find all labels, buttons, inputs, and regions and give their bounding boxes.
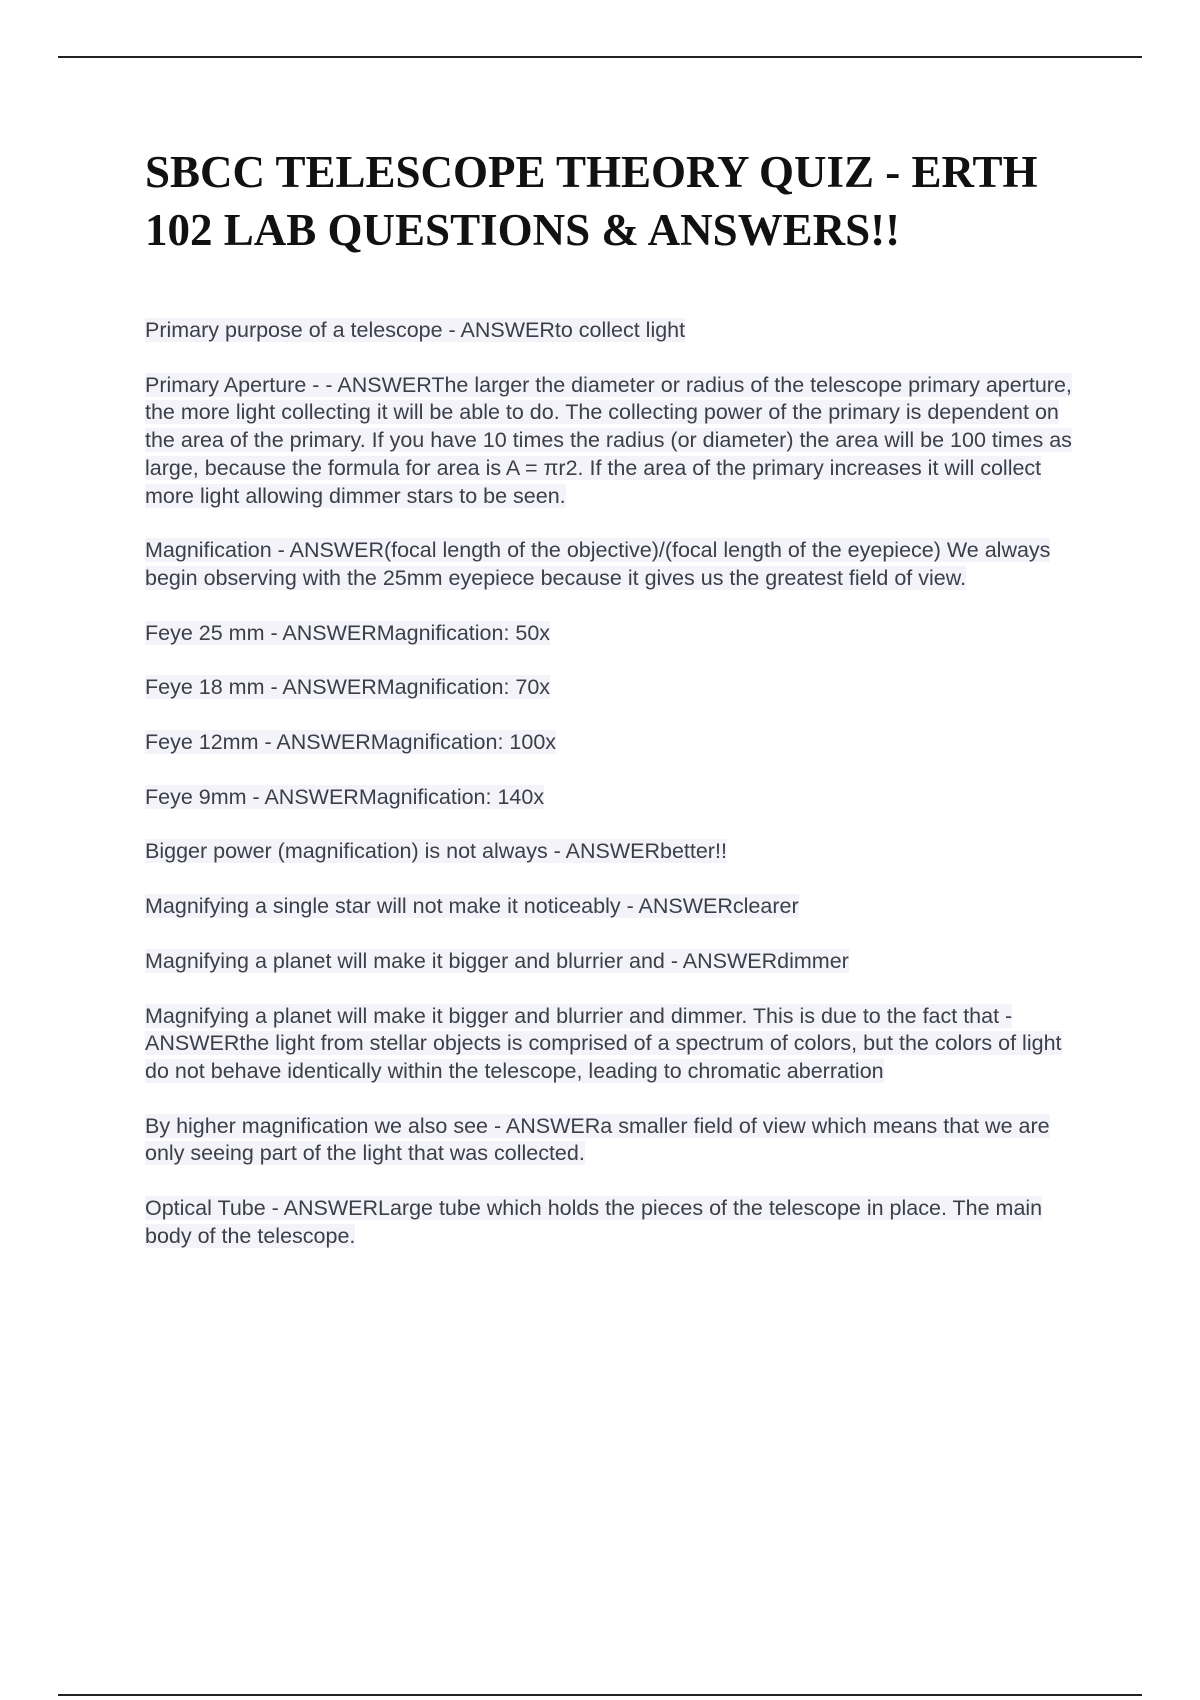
qa-text: Primary purpose of a telescope - ANSWERto collect light — [145, 318, 686, 342]
top-divider — [58, 56, 1142, 58]
qa-text: Feye 12mm - ANSWERMagnification: 100x — [145, 730, 557, 755]
qa-text: Feye 18 mm - ANSWERMagnification: 70x — [145, 675, 551, 700]
qa-item — [145, 948, 1090, 976]
qa-item — [145, 537, 1090, 592]
qa-text: Magnifying a planet will make it bigger and blurrier and - ANSWERdimmer — [145, 948, 849, 973]
qa-item — [145, 729, 1090, 757]
document-body — [145, 143, 1090, 1277]
qa-item — [145, 784, 1090, 812]
qa-text: Feye 9mm - ANSWERMagnification: 140x — [145, 784, 545, 809]
qa-text: Magnification - ANSWER(focal length of the objective)/(focal length of the eyepiece) We always begin observing with the 25mm eyepiece because it gives us the greatest field of view. — [145, 538, 1051, 590]
qa-text: Magnifying a planet will make it bigger and blurrier and dimmer. This is due to the fact that - ANSWERthe light from stellar objects is comprised of a spectrum of colors, but the colors of light do not behave identically within the telescope, leading to chromatic aberration — [145, 1003, 1062, 1083]
qa-text: Bigger power (magnification) is not always - ANSWERbetter!! — [145, 839, 727, 864]
qa-text: Primary Aperture - - ANSWERThe larger the diameter or radius of the telescope primary aperture, the more light collecting it will be able to do. The collecting power of the primary is dependent on the area of the primary. If you have 10 times the radius (or diameter) the area will be 100 times as large, because the formula for area is A = πr2. If the area of the primary increases it will collect more light allowing dimmer stars to be seen. — [145, 372, 1072, 508]
qa-item — [145, 1113, 1090, 1168]
qa-item — [145, 674, 1090, 702]
qa-text: Optical Tube - ANSWERLarge tube which holds the pieces of the telescope in place. The main body of the telescope. — [145, 1196, 1043, 1248]
qa-item — [145, 893, 1090, 921]
page-title: SBCC TELESCOPE THEORY QUIZ - ERTH 102 LAB QUESTIONS & ANSWERS!! — [145, 147, 1038, 255]
bottom-divider — [58, 1694, 1142, 1696]
qa-item — [145, 372, 1090, 511]
qa-item — [145, 1195, 1090, 1250]
qa-text: By higher magnification we also see - ANSWERa smaller field of view which means that we are only seeing part of the light that was collected. — [145, 1113, 1050, 1166]
qa-text: Magnifying a single star will not make it noticeably - ANSWERclearer — [145, 894, 799, 919]
qa-item — [145, 1003, 1090, 1086]
qa-item — [145, 838, 1090, 866]
qa-item — [145, 317, 1090, 345]
qa-text: Feye 25 mm - ANSWERMagnification: 50x — [145, 620, 551, 645]
qa-item — [145, 620, 1090, 648]
